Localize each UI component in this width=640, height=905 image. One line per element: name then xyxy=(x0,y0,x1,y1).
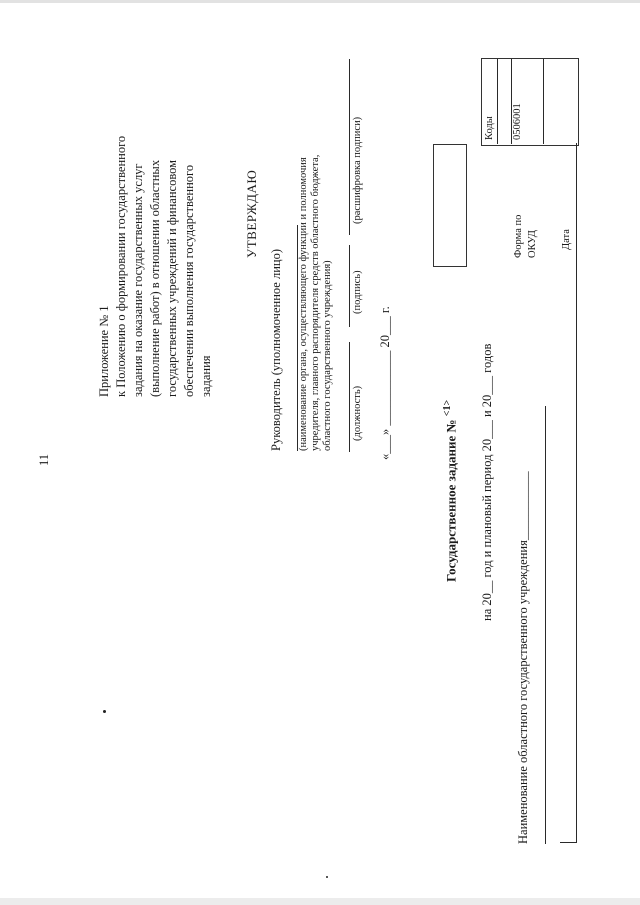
appendix-line: государственных учреждений и финансовом xyxy=(165,159,179,397)
appendix-line: (выполнение работ) в отношении областных xyxy=(148,159,162,397)
signature-decode-caption: (расшифровка подписи) xyxy=(352,116,363,224)
okud-code: 0506001 xyxy=(512,103,523,140)
organ-note-line: учредителя, главного распорядителя средств областного бюджета, xyxy=(310,154,321,451)
appendix-line: обеспечении выполнения государственного xyxy=(182,164,196,397)
appendix-line: задания на оказание государственных услуг xyxy=(131,163,145,397)
institution-label: Наименование областного государственного учреждения___________ xyxy=(516,471,530,844)
scan-speck xyxy=(103,710,106,713)
document-title xyxy=(439,400,460,582)
okud-label: ОКУД xyxy=(527,230,538,258)
organ-note-line: областного государственного учреждения) xyxy=(322,260,333,451)
appendix-line: к Положению о формировании государственного xyxy=(114,135,128,397)
position-line xyxy=(349,342,350,452)
institution-name-line-2 xyxy=(576,143,577,843)
position-caption: (должность) xyxy=(352,385,363,441)
approval-date-box xyxy=(433,144,467,267)
signature-caption: (подпись) xyxy=(352,270,363,314)
institution-name-line xyxy=(545,406,546,844)
document-title-text: Государственное задание № xyxy=(443,419,459,582)
codes-header: Коды xyxy=(484,116,495,140)
head-label: Руководитель (уполномоченное лицо) xyxy=(269,248,283,451)
codes-row-divider xyxy=(543,59,544,144)
scan-edge-top xyxy=(0,0,640,3)
appendix-line: Приложение № 1 xyxy=(97,305,111,397)
scan-edge-bottom xyxy=(0,898,640,905)
institution-line-tick xyxy=(560,842,576,843)
signature-line xyxy=(349,245,350,327)
codes-header-divider xyxy=(497,59,498,144)
appendix-line: задания xyxy=(199,355,213,397)
date-label: Дата xyxy=(561,229,572,250)
title-footnote-mark: <1> xyxy=(442,399,453,417)
organ-note-line: (наименование органа, осуществляющего функции и полномочия xyxy=(298,157,309,451)
approval-date: «___» ____________ 20___ г. xyxy=(378,306,392,460)
period-line: на 20__ год и плановый период 20___ и 20___ годов xyxy=(480,343,494,621)
page-number: 11 xyxy=(37,453,51,466)
scan-speck xyxy=(326,876,328,878)
signature-decode-line xyxy=(349,59,350,235)
okud-label: Форма по xyxy=(513,214,524,258)
approval-heading: УТВЕРЖДАЮ xyxy=(244,169,259,258)
